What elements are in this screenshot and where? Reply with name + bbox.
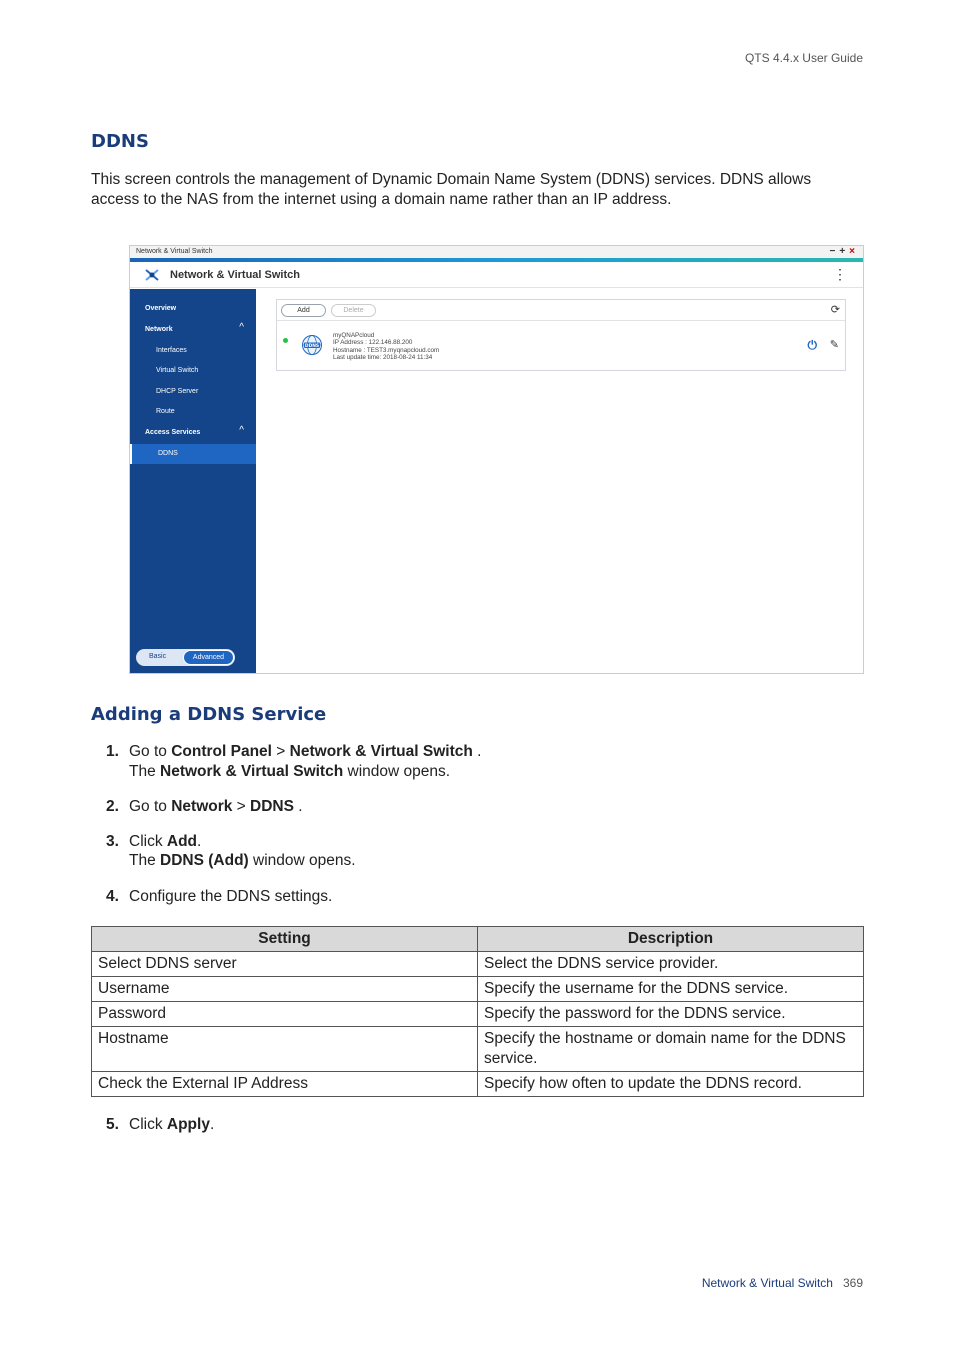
description-cell: Specify the password for the DDNS service. — [478, 1002, 864, 1027]
step-text: Go to Network > DDNS . — [129, 798, 303, 815]
app-title: Network & Virtual Switch — [170, 269, 300, 281]
sidebar-item-label: Route — [156, 408, 175, 415]
page-number: 369 — [842, 1276, 863, 1290]
window-controls — [829, 246, 859, 257]
mode-toggle[interactable] — [136, 649, 235, 666]
sidebar-item-ddns[interactable] — [130, 444, 256, 464]
step-text: Go to Control Panel > Network & Virtual Switch . — [129, 743, 482, 760]
power-icon[interactable]: ⏻ — [807, 338, 817, 352]
step-number: 2. — [106, 798, 119, 815]
page-footer — [702, 1276, 863, 1290]
ddns-globe-icon — [301, 334, 323, 356]
sidebar-item-network[interactable] — [130, 320, 256, 340]
refresh-icon[interactable]: ⟳ — [830, 304, 840, 316]
footer-section: Network & Virtual Switch — [701, 1276, 833, 1290]
setting-cell: Password — [92, 1002, 478, 1027]
step-number: 1. — [106, 743, 119, 760]
sidebar-item-access-services[interactable] — [130, 423, 256, 443]
edit-icon[interactable]: ✎ — [829, 339, 839, 351]
chevron-up-icon: ^ — [239, 322, 244, 333]
column-header-description: Description — [478, 927, 864, 952]
maximize-icon[interactable]: + — [839, 246, 850, 257]
entry-last-update: Last update time: 2018-08-24 11:34 — [333, 353, 433, 361]
ddns-entry[interactable] — [277, 322, 845, 372]
ddns-icon-text: DDNS — [304, 343, 320, 349]
sidebar-item-label: DDNS — [158, 450, 178, 457]
network-switch-icon — [144, 267, 160, 283]
more-options-icon[interactable]: ⋮ — [833, 266, 847, 282]
table-row — [92, 977, 864, 1002]
sidebar-item-label: DHCP Server — [156, 388, 199, 395]
sidebar-item-label: Interfaces — [156, 347, 187, 354]
entry-name: myQNAPcloud — [333, 332, 375, 339]
description-cell: Specify the username for the DDNS service. — [478, 977, 864, 1002]
setting-cell: Username — [92, 977, 478, 1002]
entry-hostname: Hostname : TEST3.myqnapcloud.com — [333, 346, 440, 354]
section-heading-ddns: DDNS — [91, 131, 149, 152]
sidebar-item-virtual-switch[interactable] — [130, 361, 256, 381]
section-heading-adding-ddns: Adding a DDNS Service — [91, 704, 327, 725]
sidebar-item-route[interactable] — [130, 402, 256, 422]
advanced-mode-option[interactable]: Advanced — [183, 650, 234, 665]
sidebar-item-interfaces[interactable] — [130, 341, 256, 361]
table-row — [92, 1002, 864, 1027]
description-cell: Select the DDNS service provider. — [478, 952, 864, 977]
table-row — [92, 1072, 864, 1097]
guide-title: QTS 4.4.x User Guide — [744, 51, 863, 65]
description-cell: Specify the hostname or domain name for the DDNS service. — [478, 1027, 864, 1072]
screenshot-window — [129, 245, 864, 674]
table-header-row — [92, 927, 864, 952]
app-bar — [130, 262, 863, 288]
table-row — [92, 952, 864, 977]
sidebar-item-overview[interactable] — [130, 299, 256, 319]
window-title: Network & Virtual Switch — [136, 248, 213, 255]
step-number: 3. — [106, 833, 119, 850]
step-result: The Network & Virtual Switch window opens. — [129, 763, 451, 780]
setting-cell: Hostname — [92, 1027, 478, 1072]
step-text: Click Add. — [129, 833, 202, 850]
basic-mode-option[interactable]: Basic — [149, 653, 167, 660]
description-cell: Specify how often to update the DDNS record. — [478, 1072, 864, 1097]
step-number: 5. — [106, 1116, 119, 1133]
delete-button[interactable]: Delete — [331, 304, 376, 317]
window-titlebar — [130, 246, 863, 258]
column-header-setting: Setting — [92, 927, 478, 952]
ddns-entry-info — [333, 332, 439, 361]
add-button[interactable]: Add — [281, 304, 326, 317]
table-row — [92, 1027, 864, 1072]
step-text: Click Apply. — [129, 1116, 215, 1133]
setting-cell: Select DDNS server — [92, 952, 478, 977]
sidebar-item-dhcp-server[interactable] — [130, 382, 256, 402]
status-dot-icon — [283, 338, 288, 343]
close-icon[interactable]: × — [849, 246, 859, 257]
setting-cell: Check the External IP Address — [92, 1072, 478, 1097]
sidebar-item-label: Network — [145, 326, 173, 333]
ddns-list-panel — [276, 299, 846, 371]
toolbar — [277, 300, 845, 321]
minimize-icon[interactable]: − — [829, 246, 840, 257]
sidebar-item-label: Overview — [145, 305, 177, 312]
entry-ip: IP Address : 122.146.88.200 — [333, 339, 413, 347]
chevron-up-icon: ^ — [239, 425, 244, 436]
sidebar-item-label: Virtual Switch — [156, 367, 199, 374]
step-text: Configure the DDNS settings. — [129, 888, 333, 905]
intro-paragraph: This screen controls the management of Dynamic Domain Name System (DDNS) services. DDNS allows access to the NAS from the internet using a domain name rather than an IP address. — [91, 171, 812, 208]
sidebar — [130, 289, 256, 674]
ddns-settings-table — [91, 926, 864, 1097]
step-result: The DDNS (Add) window opens. — [129, 852, 356, 869]
step-number: 4. — [106, 888, 119, 905]
sidebar-item-label: Access Services — [145, 429, 201, 436]
